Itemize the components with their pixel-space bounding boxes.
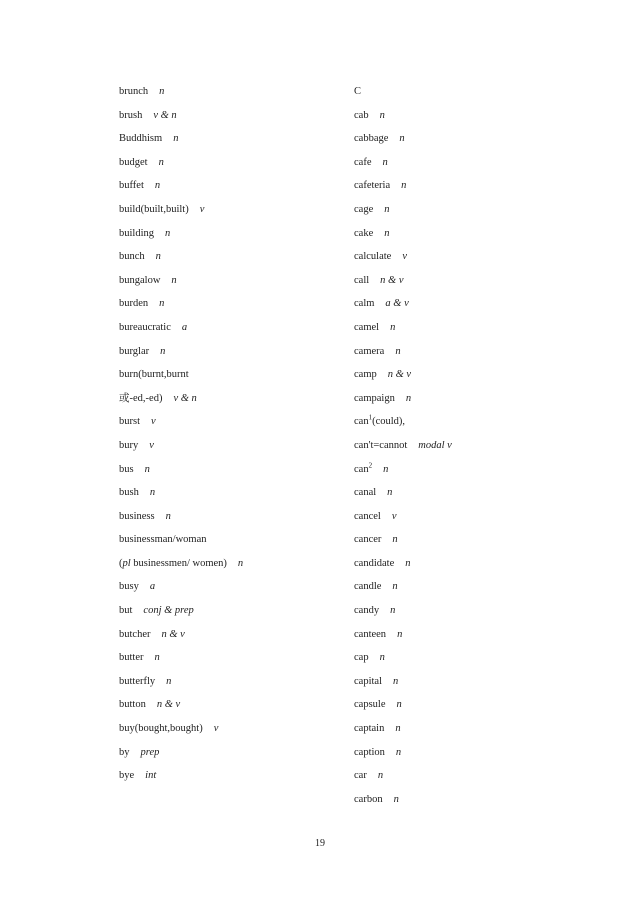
vocab-word [119, 110, 142, 121]
vocab-word-text: business [119, 510, 155, 522]
plural-abbrev: pl [122, 557, 131, 569]
vocab-word [119, 346, 149, 357]
vocab-word-text: calm [354, 298, 375, 310]
part-of-speech: n [405, 392, 412, 404]
vocab-word-text: building [119, 227, 155, 239]
vocab-word-text: canteen [354, 628, 387, 640]
vocab-word-text: cafeteria [354, 180, 391, 192]
vocab-word-text: buy(bought,bought) [119, 723, 203, 735]
vocab-word [354, 228, 373, 239]
vocab-entry [354, 177, 452, 201]
vocab-word [119, 204, 189, 215]
vocab-word-text: candle [354, 581, 382, 593]
vocab-word [354, 393, 395, 404]
vocab-word-text: bus [119, 463, 134, 475]
vocab-word [354, 86, 361, 97]
vocab-entry [354, 248, 452, 272]
part-of-speech: n [390, 321, 396, 333]
vocab-word-text: camera [354, 345, 385, 357]
vocab-word [119, 464, 134, 475]
part-of-speech: n [159, 298, 165, 310]
vocab-word [354, 322, 379, 333]
part-of-speech: n [382, 156, 388, 168]
vocab-word [354, 413, 406, 428]
vocab-entry [354, 531, 452, 555]
vocab-word-text: bye [119, 770, 135, 782]
part-of-speech: n [377, 770, 384, 782]
vocab-word-text: carbon [354, 793, 383, 805]
part-of-speech: prep [140, 746, 160, 758]
vocab-word [354, 157, 371, 168]
part-of-speech: n [396, 699, 402, 711]
vocab-word-text: call [354, 274, 370, 286]
vocab-word [354, 794, 383, 805]
vocab-word-text: bunch [119, 251, 145, 263]
part-of-speech: n [384, 203, 390, 215]
vocab-entry [354, 720, 452, 744]
vocab-word-text: cake [354, 227, 374, 239]
vocab-word [119, 676, 155, 687]
vocab-word [354, 487, 376, 498]
vocab-word-text: caption [354, 746, 385, 758]
vocab-word [119, 322, 171, 333]
vocab-word-text: burden [119, 298, 149, 310]
vocab-word [119, 393, 162, 404]
vocab-entry [119, 578, 243, 602]
vocab-entry [354, 744, 452, 768]
vocab-word-text: buffet [119, 180, 144, 192]
vocab-entry [119, 649, 243, 673]
part-of-speech: n [149, 487, 156, 499]
vocab-entry [354, 413, 452, 437]
vocab-word-text: canal [354, 487, 377, 499]
vocab-word [354, 180, 390, 191]
vocab-entry [119, 555, 243, 579]
vocab-word [119, 629, 151, 640]
part-of-speech: modal v [418, 439, 452, 451]
vocab-word [119, 534, 207, 545]
vocab-word-text: can [354, 416, 369, 428]
vocab-word [354, 110, 369, 121]
part-of-speech: n & v [156, 699, 181, 711]
vocab-word-text: calculate [354, 251, 392, 263]
vocab-entry [354, 83, 452, 107]
vocab-word-text: bungalow [119, 274, 161, 286]
vocab-entry [119, 272, 243, 296]
part-of-speech: n [379, 652, 385, 664]
page-number: 19 [315, 838, 325, 849]
vocab-entry [354, 366, 452, 390]
vocab-word [119, 770, 134, 781]
vocab-word-text: 或-ed,-ed) [119, 392, 163, 404]
part-of-speech: n [392, 534, 398, 546]
part-of-speech: v [402, 251, 407, 263]
vocab-entry [119, 201, 243, 225]
vocab-word [119, 511, 155, 522]
vocab-word-rest: businessmen/ women) [130, 557, 227, 569]
vocab-word-text: cap [354, 652, 369, 664]
vocab-entry [354, 107, 452, 131]
vocab-word [354, 461, 373, 475]
part-of-speech: n & v [380, 274, 404, 286]
part-of-speech: n [390, 605, 396, 617]
vocab-word [119, 298, 148, 309]
part-of-speech: n [237, 557, 244, 569]
vocab-word [119, 228, 154, 239]
vocab-entry [119, 154, 243, 178]
vocab-word [119, 440, 138, 451]
vocab-entry [354, 154, 452, 178]
vocab-word [119, 487, 139, 498]
part-of-speech: n [397, 628, 403, 640]
vocab-entry [354, 484, 452, 508]
vocab-entry [119, 319, 243, 343]
part-of-speech: v [213, 723, 219, 735]
vocab-entry [354, 319, 452, 343]
vocab-word [354, 275, 369, 286]
part-of-speech: n [395, 723, 401, 735]
vocab-word [119, 699, 146, 710]
vocab-word-text: candy [354, 605, 380, 617]
vocab-entry [354, 555, 452, 579]
vocab-entry [119, 295, 243, 319]
part-of-speech: n [159, 86, 165, 97]
vocab-word-text: C [354, 86, 362, 97]
right-column [354, 83, 452, 814]
vocab-word-lead: ( [119, 557, 123, 569]
part-of-speech: n [144, 463, 150, 475]
part-of-speech: n & v [387, 369, 412, 381]
part-of-speech: n [387, 487, 393, 499]
vocab-entry [119, 626, 243, 650]
part-of-speech: conj & prep [143, 605, 194, 617]
vocab-entry [119, 744, 243, 768]
vocab-entry [119, 83, 243, 107]
part-of-speech: n [384, 227, 390, 239]
vocab-word-text: captain [354, 723, 385, 735]
vocab-entry [119, 343, 243, 367]
part-of-speech: v [149, 439, 154, 451]
vocab-word [119, 133, 162, 144]
vocab-word-text: cafe [354, 156, 372, 168]
vocab-entry [354, 673, 452, 697]
vocab-word-text: burst [119, 416, 140, 428]
part-of-speech: a [181, 321, 188, 333]
vocab-word [354, 440, 407, 451]
part-of-speech: n [154, 180, 161, 192]
vocab-word-text: camel [354, 321, 380, 333]
part-of-speech: n [160, 345, 166, 357]
vocab-word-text: by [119, 746, 130, 758]
vocab-word-text: businessman/woman [119, 534, 207, 546]
part-of-speech: n [158, 156, 164, 168]
vocab-entry [119, 413, 243, 437]
left-column [119, 83, 243, 791]
vocab-word-text: cabbage [354, 133, 389, 145]
vocab-entry [119, 177, 243, 201]
vocab-word-text: camp [354, 369, 377, 381]
vocab-word-text: but [119, 605, 133, 617]
vocab-word [354, 558, 394, 569]
vocab-word-text: cab [354, 109, 369, 121]
vocab-word [119, 157, 148, 168]
part-of-speech: n [395, 746, 402, 758]
part-of-speech: v [151, 416, 156, 428]
vocab-word-text: budget [119, 156, 148, 168]
part-of-speech: n [154, 652, 160, 664]
vocab-word-text: capsule [354, 699, 386, 711]
vocab-word [354, 204, 373, 215]
homonym-number: 1 [368, 413, 373, 422]
part-of-speech: n [383, 463, 389, 475]
vocab-word-text: butter [119, 652, 144, 664]
vocab-word [354, 770, 367, 781]
vocab-entry [119, 248, 243, 272]
part-of-speech: n [165, 510, 171, 522]
vocab-entry [119, 366, 243, 390]
vocab-word [354, 676, 382, 687]
vocab-word [119, 558, 227, 569]
part-of-speech: n [393, 793, 399, 805]
vocab-word [354, 629, 386, 640]
vocab-word-text: busy [119, 581, 139, 593]
vocab-word [354, 251, 391, 262]
vocab-word-text: butterfly [119, 675, 156, 687]
vocab-word-text: bureaucratic [119, 321, 171, 333]
vocab-entry [354, 201, 452, 225]
vocab-word [354, 581, 381, 592]
vocab-word-text: button [119, 699, 146, 711]
vocab-word [354, 723, 384, 734]
part-of-speech: n [166, 675, 172, 687]
part-of-speech: n [395, 345, 401, 357]
vocab-entry [119, 107, 243, 131]
vocab-word-text: brunch [119, 86, 149, 97]
part-of-speech: n [399, 133, 405, 145]
vocab-word [354, 699, 386, 710]
vocab-word-text: can [354, 463, 369, 475]
vocab-entry [354, 343, 452, 367]
part-of-speech: n [173, 133, 179, 145]
vocab-word-text: Buddhism [119, 133, 163, 145]
vocab-word [354, 534, 381, 545]
part-of-speech: n [405, 557, 411, 569]
vocab-word [119, 416, 140, 427]
vocab-word-text: bush [119, 487, 139, 499]
part-of-speech: v [199, 203, 205, 215]
vocab-entry [354, 626, 452, 650]
vocab-entry [119, 767, 243, 791]
vocab-entry [119, 225, 243, 249]
vocab-word-text: build(built,built) [119, 203, 189, 215]
vocab-word-text: can't=cannot [354, 439, 408, 451]
vocab-entry [354, 225, 452, 249]
vocab-entry [354, 437, 452, 461]
vocab-word-text: burn(burnt,burnt [119, 369, 189, 381]
vocab-word [119, 723, 203, 734]
vocab-word [119, 652, 144, 663]
vocab-entry [119, 437, 243, 461]
vocab-entry [354, 578, 452, 602]
vocab-word [119, 251, 145, 262]
vocab-word [119, 747, 130, 758]
homonym-number: 2 [368, 461, 373, 469]
vocab-entry [119, 696, 243, 720]
vocab-entry [354, 602, 452, 626]
vocab-word-text: cancer [354, 534, 382, 546]
vocab-word [354, 133, 388, 144]
vocab-word-text: cancel [354, 510, 381, 522]
vocab-entry [354, 649, 452, 673]
vocab-entry [354, 767, 452, 791]
part-of-speech: n [379, 109, 385, 121]
vocab-word-text: cage [354, 203, 374, 215]
vocab-word-text: capital [354, 675, 382, 687]
part-of-speech: n [392, 581, 398, 593]
part-of-speech: n [171, 274, 177, 286]
vocab-entry [119, 461, 243, 485]
vocab-word [354, 652, 369, 663]
vocab-entry [354, 461, 452, 485]
vocab-word [119, 369, 189, 380]
vocab-word-text: candidate [354, 557, 395, 569]
vocab-word-text: burglar [119, 345, 150, 357]
vocab-word-rest: (could), [372, 416, 406, 428]
vocab-entry [119, 531, 243, 555]
vocab-word-text: car [354, 770, 367, 782]
part-of-speech: n [401, 180, 407, 192]
part-of-speech: n [165, 227, 171, 239]
vocab-word [354, 747, 385, 758]
vocab-entry [354, 272, 452, 296]
vocab-word-text: butcher [119, 628, 151, 640]
vocab-word-text: brush [119, 109, 143, 121]
part-of-speech: v & n [173, 392, 197, 404]
vocab-word [119, 581, 139, 592]
vocab-word [119, 275, 160, 286]
vocab-entry [119, 602, 243, 626]
part-of-speech: a & v [385, 298, 409, 310]
vocab-entry [119, 130, 243, 154]
vocab-entry [119, 673, 243, 697]
vocab-entry [354, 130, 452, 154]
vocab-word [354, 346, 384, 357]
vocab-word-text: campaign [354, 392, 395, 404]
vocab-entry [354, 390, 452, 414]
vocab-word [119, 180, 144, 191]
vocab-entry [119, 484, 243, 508]
vocab-entry [354, 508, 452, 532]
vocab-word [354, 298, 374, 309]
part-of-speech: int [145, 770, 157, 782]
part-of-speech: v & n [153, 109, 177, 121]
vocab-word [354, 511, 381, 522]
part-of-speech: n & v [161, 628, 185, 640]
vocab-entry [354, 295, 452, 319]
vocab-entry [354, 791, 452, 815]
vocab-word [119, 86, 148, 97]
part-of-speech: v [391, 510, 397, 522]
part-of-speech: n [392, 675, 399, 687]
part-of-speech: a [149, 581, 156, 593]
vocab-entry [119, 390, 243, 414]
vocab-entry [354, 696, 452, 720]
vocab-word-text: bury [119, 439, 139, 451]
vocab-entry [119, 508, 243, 532]
vocab-word [354, 605, 379, 616]
part-of-speech: n [155, 251, 161, 263]
vocab-word [354, 369, 377, 380]
vocab-word [119, 605, 132, 616]
vocab-entry [119, 720, 243, 744]
